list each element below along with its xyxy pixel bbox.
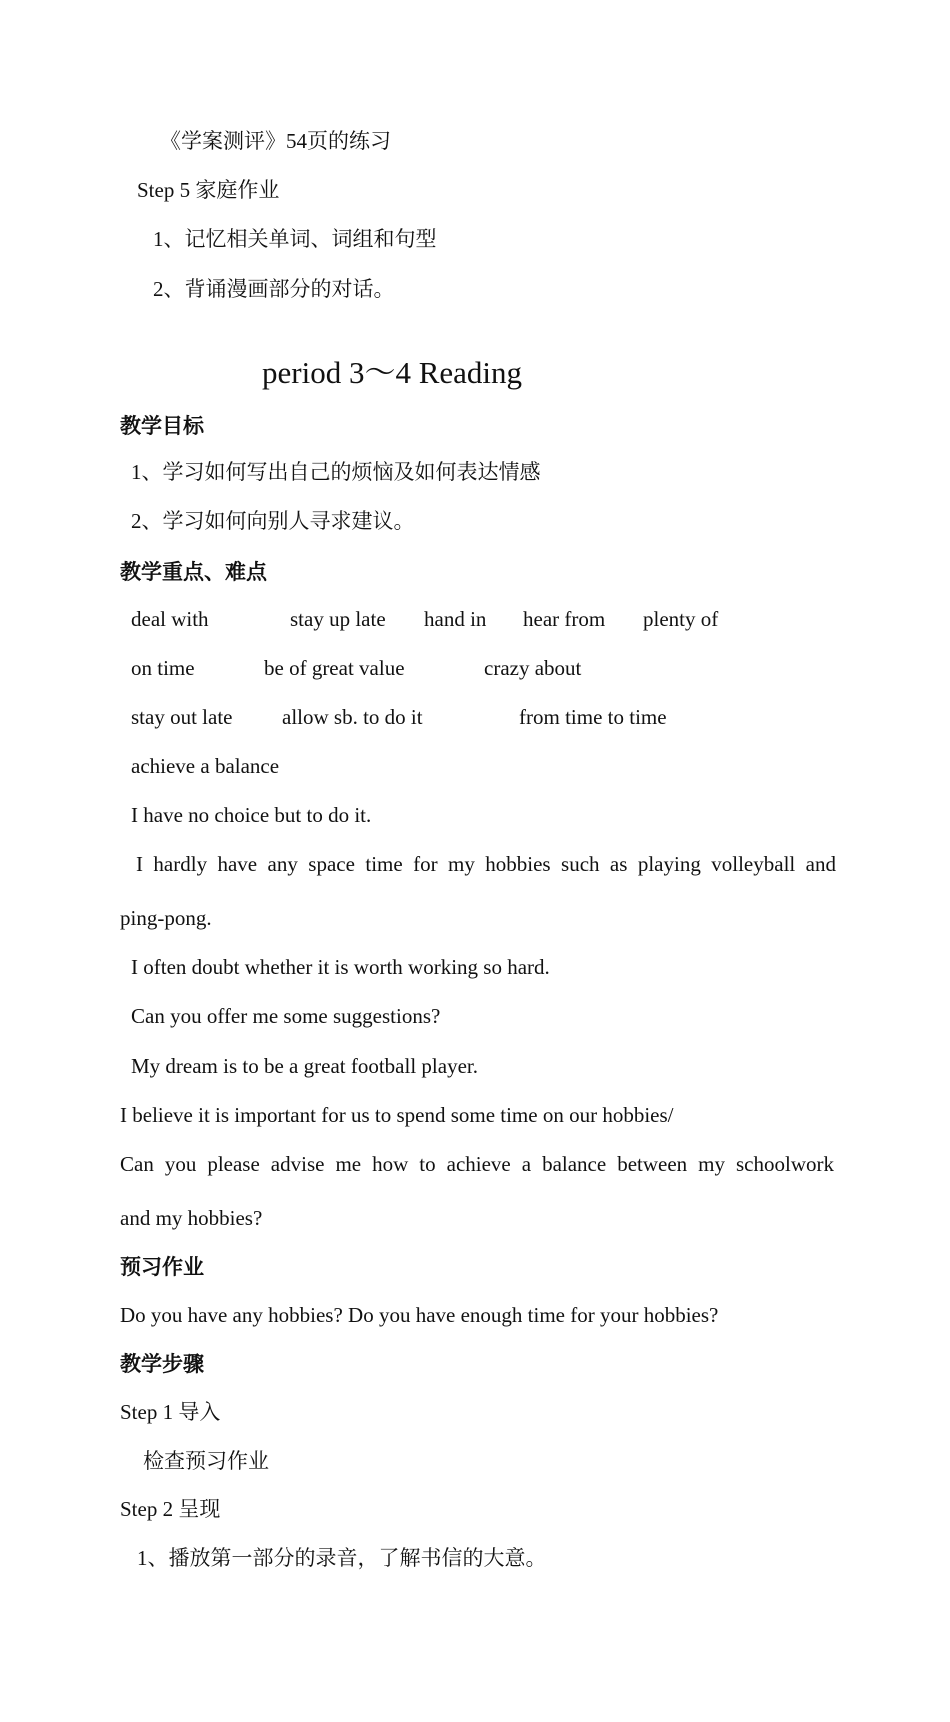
phrase: deal with [131,607,209,631]
homework-item-2: 2、背诵漫画部分的对话。 [153,277,395,301]
key-sentence: I have no choice but to do it. [131,803,372,827]
key-sentence-cont: and my hobbies? [120,1206,263,1230]
period-title: period 3～4 Reading [262,355,523,390]
homework-item-1: 1、记忆相关单词、词组和句型 [153,227,437,251]
phrase: on time [131,656,195,680]
key-sentence-cont: ping-pong. [120,906,212,930]
phrase: hand in [424,607,487,631]
phrase: from time to time [519,705,667,729]
phrase: stay up late [290,607,386,631]
key-sentence: I often doubt whether it is worth working so hard. [131,955,550,979]
step1-item: 检查预习作业 [143,1449,269,1473]
objective-item-2: 2、学习如何向别人寻求建议。 [131,509,415,533]
phrase: allow sb. to do it [282,705,423,729]
preview-text: Do you have any hobbies? Do you have enough time for your hobbies? [120,1303,719,1327]
objective-item-1: 1、学习如何写出自己的烦恼及如何表达情感 [131,460,541,484]
phrase: crazy about [484,656,582,680]
step2-item: 1、播放第一部分的录音，了解书信的大意。 [137,1546,547,1570]
phrase: stay out late [131,705,233,729]
key-sentence: I hardly have any space time for my hobbies such as playing volleyball and [136,852,836,876]
phrase: plenty of [643,607,719,631]
steps-heading: 教学步骤 [120,1352,204,1376]
key-sentence: Can you offer me some suggestions? [131,1004,441,1028]
key-points-heading: 教学重点、难点 [120,560,267,584]
objectives-heading: 教学目标 [120,414,204,438]
key-sentence: Can you please advise me how to achieve a balance between my schoolwork [120,1152,834,1176]
phrase: hear from [523,607,606,631]
phrase: achieve a balance [131,754,280,778]
key-sentence: My dream is to be a great football player. [131,1054,478,1078]
step1-line: Step 1 导入 [120,1400,221,1424]
step2-line: Step 2 呈现 [120,1497,221,1521]
step5-line: Step 5 家庭作业 [137,178,280,202]
key-sentence: I believe it is important for us to spend some time on our hobbies/ [120,1103,674,1127]
preview-heading: 预习作业 [120,1255,204,1279]
practice-line: 《学案测评》54页的练习 [160,129,391,153]
phrase: be of great value [264,656,405,680]
